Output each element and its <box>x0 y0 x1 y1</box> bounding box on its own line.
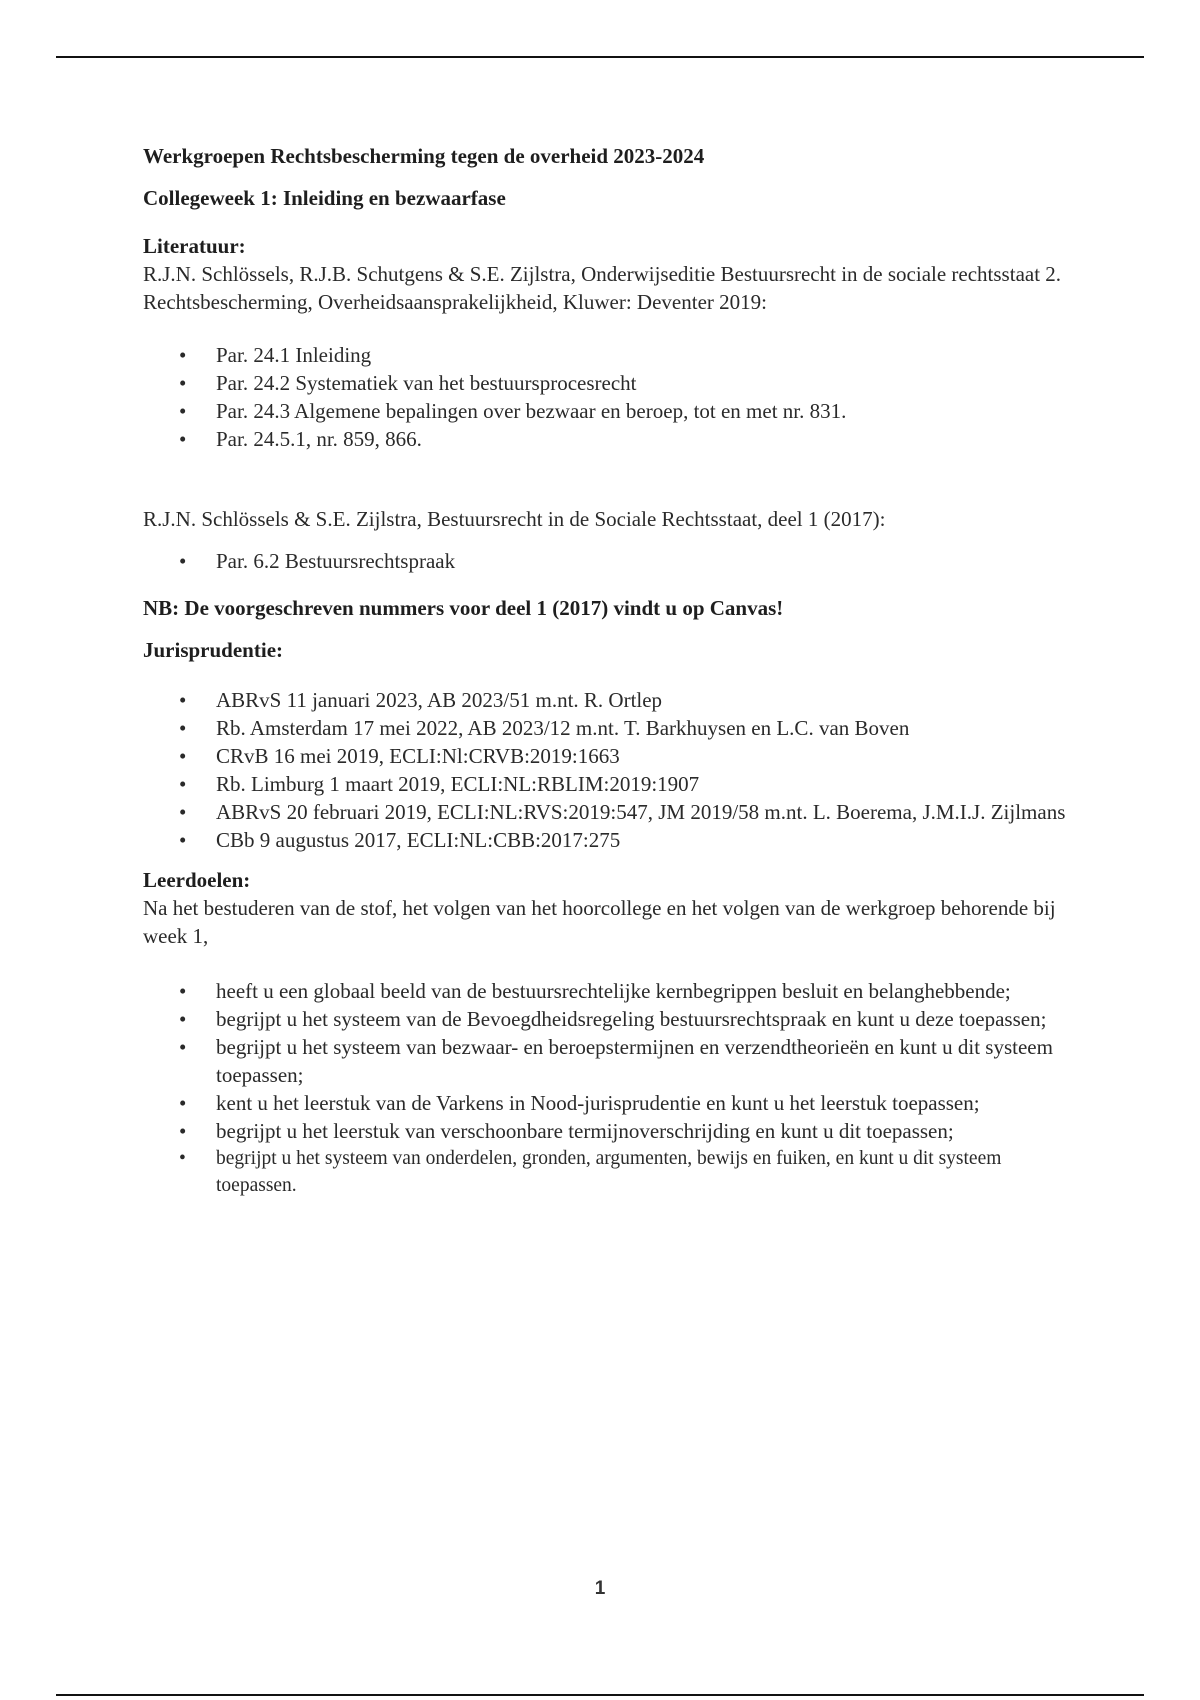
goals-intro: Na het bestuderen van de stof, het volgen van het hoorcollege en het volgen van de werkgroep behorende bij week 1, <box>143 896 1056 948</box>
list-item: • Par. 24.5.1, nr. 859, 866. <box>143 425 1073 453</box>
document-title: Werkgroepen Rechtsbescherming tegen de overheid 2023-2024 <box>143 144 705 168</box>
list-item: • begrijpt u het leerstuk van verschoonbare termijnoverschrijding en kunt u dit toepassen; <box>143 1117 1073 1145</box>
list-item: • Par. 24.3 Algemene bepalingen over bezwaar en beroep, tot en met nr. 831. <box>143 397 1073 425</box>
list-item: • begrijpt u het systeem van onderdelen, gronden, argumenten, bewijs en fuiken, en kunt u dit systeem toepassen. <box>143 1145 1073 1199</box>
list-item: • Par. 24.2 Systematiek van het bestuursprocesrecht <box>143 369 1073 397</box>
footer-rule <box>56 1694 1144 1696</box>
list-item: • heeft u een globaal beeld van de bestuursrechtelijke kernbegrippen besluit en belanghebbende; <box>143 977 1073 1005</box>
list-item: • Par. 24.1 Inleiding <box>143 341 1073 369</box>
page-number: 1 <box>594 1578 606 1599</box>
header-rule <box>56 56 1144 58</box>
list-item: • begrijpt u het systeem van bezwaar- en beroepstermijnen en verzendtheorieën en kunt u dit systeem toepassen; <box>143 1033 1073 1089</box>
literature-heading: Literatuur: <box>143 234 246 258</box>
list-item: • CBb 9 augustus 2017, ECLI:NL:CBB:2017:275 <box>143 826 1073 854</box>
list-item: • CRvB 16 mei 2019, ECLI:Nl:CRVB:2019:1663 <box>143 742 1073 770</box>
literature-source-1: R.J.N. Schlössels, R.J.B. Schutgens & S.E. Zijlstra, Onderwijseditie Bestuursrecht in de sociale rechtsstaat 2. Rechtsbescherming, Overheidsaansprakelijkheid, Kluwer: Deventer 2019: <box>143 262 1062 314</box>
jurisprudence-list <box>143 686 1073 854</box>
canvas-note: NB: De voorgeschreven nummers voor deel 1 (2017) vindt u op Canvas! <box>143 596 784 620</box>
list-item: • Rb. Amsterdam 17 mei 2022, AB 2023/12 m.nt. T. Barkhuysen en L.C. van Boven <box>143 714 1073 742</box>
jurisprudence-heading: Jurisprudentie: <box>143 638 284 662</box>
list-item: • Par. 6.2 Bestuursrechtspraak <box>143 547 1073 575</box>
list-item: • ABRvS 11 januari 2023, AB 2023/51 m.nt. R. Ortlep <box>143 686 1073 714</box>
document-body <box>143 140 1073 1199</box>
literature-list-2 <box>143 547 1073 575</box>
goals-list <box>143 977 1073 1199</box>
literature-source-2: R.J.N. Schlössels & S.E. Zijlstra, Bestuursrecht in de Sociale Rechtsstaat, deel 1 (2017): <box>143 507 886 531</box>
list-item: • Rb. Limburg 1 maart 2019, ECLI:NL:RBLIM:2019:1907 <box>143 770 1073 798</box>
list-item: • ABRvS 20 februari 2019, ECLI:NL:RVS:2019:547, JM 2019/58 m.nt. L. Boerema, J.M.I.J. Zijlmans <box>143 798 1073 826</box>
literature-list-1 <box>143 341 1073 453</box>
week-title: Collegeweek 1: Inleiding en bezwaarfase <box>143 186 506 210</box>
goals-heading: Leerdoelen: <box>143 868 251 892</box>
list-item: • begrijpt u het systeem van de Bevoegdheidsregeling bestuursrechtspraak en kunt u deze toepassen; <box>143 1005 1073 1033</box>
list-item: • kent u het leerstuk van de Varkens in Nood-jurisprudentie en kunt u het leerstuk toepassen; <box>143 1089 1073 1117</box>
